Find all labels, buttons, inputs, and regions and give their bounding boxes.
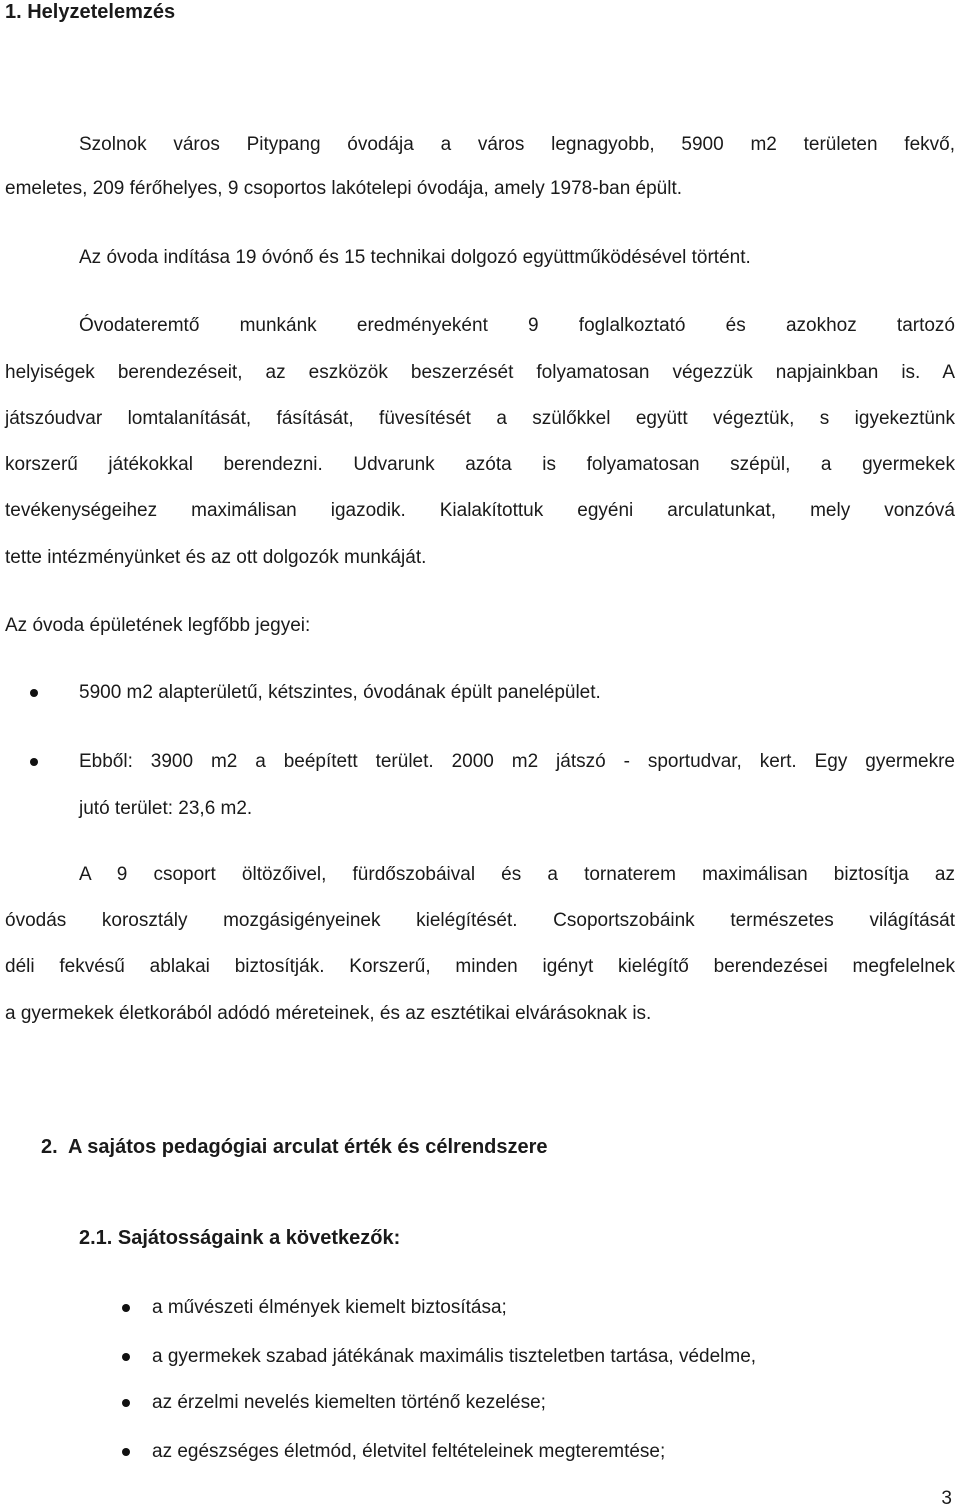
- list-2-item-3: az érzelmi nevelés kiemelten történő kezelése;: [152, 1392, 546, 1413]
- bullet-icon: [30, 689, 38, 697]
- paragraph-5-line-2: óvodás korosztály mozgásigényeinek kielégítését. Csoportszobáink természetes világítását: [5, 910, 955, 931]
- section-heading-2: 2. A sajátos pedagógiai arculat érték és célrendszere: [41, 1136, 548, 1158]
- bullet-icon: [122, 1353, 130, 1361]
- bullet-icon: [122, 1399, 130, 1407]
- paragraph-4: Az óvoda épületének legfőbb jegyei:: [5, 615, 311, 636]
- subsection-heading-2-1: 2.1. Sajátosságaink a következők:: [79, 1227, 401, 1249]
- list-1-item-2-line-1: Ebből: 3900 m2 a beépített terület. 2000 m2 játszó - sportudvar, kert. Egy gyermekre: [79, 751, 955, 772]
- paragraph-3-line-6: tette intézményünket és az ott dolgozók munkáját.: [5, 547, 427, 568]
- paragraph-1-line-2: emeletes, 209 férőhelyes, 9 csoportos lakótelepi óvodája, amely 1978-ban épült.: [5, 178, 683, 199]
- paragraph-1-line-1: Szolnok város Pitypang óvodája a város legnagyobb, 5900 m2 területen fekvő,: [79, 134, 955, 155]
- paragraph-3-line-3: játszóudvar lomtalanítását, fásítását, füvesítését a szülőkkel együtt végeztük, s igyekeztünk: [5, 408, 955, 429]
- bullet-icon: [122, 1448, 130, 1456]
- list-2-item-2: a gyermekek szabad játékának maximális tiszteletben tartása, védelme,: [152, 1346, 757, 1367]
- section-heading-1: 1. Helyzetelemzés: [5, 1, 176, 23]
- paragraph-2: Az óvoda indítása 19 óvónő és 15 technikai dolgozó együttműködésével történt.: [79, 247, 751, 268]
- paragraph-5-line-4: a gyermekek életkorából adódó méreteinek, és az esztétikai elvárásoknak is.: [5, 1003, 652, 1024]
- paragraph-3-line-1: Óvodateremtő munkánk eredményeként 9 foglalkoztató és azokhoz tartozó: [79, 315, 955, 336]
- paragraph-5-line-3: déli fekvésű ablakai biztosítják. Korszerű, minden igényt kielégítő berendezései megfelelnek: [5, 956, 955, 977]
- bullet-icon: [122, 1304, 130, 1312]
- paragraph-5-line-1: A 9 csoport öltözőivel, fürdőszobáival és a tornaterem maximálisan biztosítja az: [79, 864, 955, 885]
- paragraph-3-line-5: tevékenységeihez maximálisan igazodik. Kialakítottuk egyéni arculatunkat, mely vonzóvá: [5, 500, 955, 521]
- page-number: 3: [941, 1488, 952, 1509]
- list-1-item-1: 5900 m2 alapterületű, kétszintes, óvodának épült panelépület.: [79, 682, 601, 703]
- paragraph-3-line-2: helyiségek berendezéseit, az eszközök beszerzését folyamatosan végezzük napjainkban is. A: [5, 362, 955, 383]
- bullet-icon: [30, 758, 38, 766]
- list-2-item-4: az egészséges életmód, életvitel feltételeinek megteremtése;: [152, 1441, 666, 1462]
- paragraph-3-line-4: korszerű játékokkal berendezni. Udvarunk azóta is folyamatosan szépül, a gyermekek: [5, 454, 955, 475]
- list-1-item-2-line-2: jutó terület: 23,6 m2.: [79, 798, 253, 819]
- list-2-item-1: a művészeti élmények kiemelt biztosítása;: [152, 1297, 507, 1318]
